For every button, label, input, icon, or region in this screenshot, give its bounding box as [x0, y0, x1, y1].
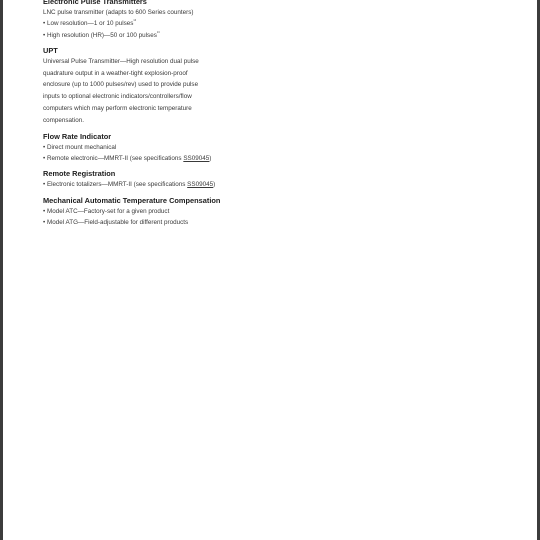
- paragraph-line: Universal Pulse Transmitter—High resolution dual pulse: [43, 57, 199, 65]
- paragraph-line: enclosure (up to 1000 pulses/rev) used to provide pulse: [43, 81, 199, 89]
- body-line: LNC pulse transmitter (adapts to 600 Series counters): [43, 9, 194, 16]
- footnote-ref: ¹³: [133, 18, 137, 24]
- bullet-item: [43, 153, 283, 164]
- spec-link[interactable]: SS09045: [187, 181, 214, 189]
- section-heading: UPT: [43, 45, 58, 55]
- bullet-item: [43, 179, 283, 190]
- footnote-ref: ¹³: [156, 29, 160, 35]
- section-heading: Flow Rate Indicator: [43, 131, 112, 141]
- bullet-item: • Model ATC—Factory-set for a given product: [43, 207, 170, 215]
- bullet-text-end: ): [213, 181, 216, 189]
- bullet-text: • Electronic totalizers—MMRT-II (see specifications: [43, 181, 188, 189]
- paragraph-line: computers which may perform electronic temperature: [43, 105, 192, 113]
- section-electronic-pulse-transmitters: [43, 0, 283, 41]
- bullet-text: • Low resolution—1 or 10 pulses: [43, 20, 134, 28]
- paragraph-line: inputs to optional electronic indicators/controllers/flow: [43, 93, 192, 101]
- bullet-item: [43, 18, 283, 29]
- section-heading: Remote Registration: [43, 169, 116, 179]
- document-page: [3, 0, 537, 540]
- section-flow-rate-indicator: [43, 132, 283, 165]
- section-heading: Mechanical Automatic Temperature Compensation: [43, 195, 221, 205]
- section-remote-registration: [43, 169, 283, 190]
- section-heading: Electronic Pulse Transmitters: [43, 0, 147, 6]
- section-mechanical-atc: [43, 196, 283, 229]
- bullet-item: • Direct mount mechanical: [43, 143, 117, 151]
- bullet-item: [43, 30, 283, 41]
- bullet-text-end: ): [209, 154, 212, 162]
- bullet-text: • Remote electronic—MMRT-II (see specifications: [43, 154, 184, 162]
- page-content: [43, 0, 283, 233]
- spec-link[interactable]: SS09045: [183, 154, 210, 162]
- paragraph-line: compensation.: [43, 116, 84, 124]
- bullet-text: • High resolution (HR)—50 or 100 pulses: [43, 31, 157, 39]
- section-upt: [43, 46, 283, 127]
- bullet-item: • Model ATG—Field-adjustable for different products: [43, 218, 189, 226]
- paragraph-line: quadrature output in a weather-tight explosion-proof: [43, 69, 188, 77]
